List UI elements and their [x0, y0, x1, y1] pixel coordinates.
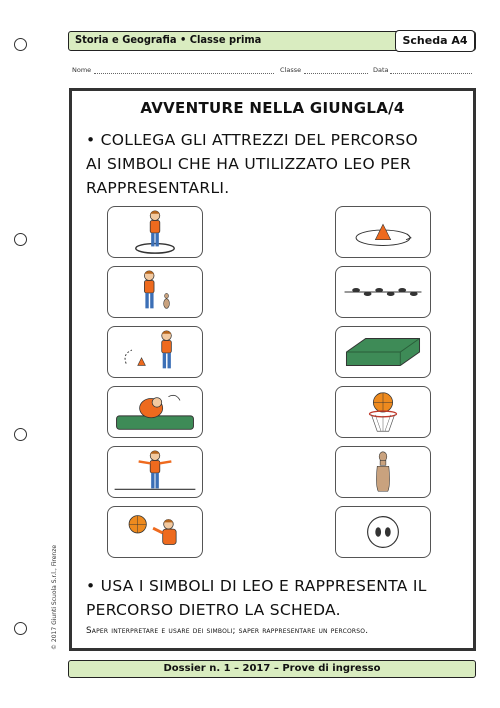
learning-goal: Saper interpretare e usare dei simboli; saper rappresentare un percorso. — [86, 626, 369, 636]
header-subject: Storia e Geografia • Classe prima — [75, 33, 262, 46]
left-card-5[interactable] — [107, 446, 203, 498]
boy-balancing-on-line-icon — [108, 447, 202, 497]
name-label: Nome — [72, 66, 92, 74]
instruction-2-line-1: • USA I SIMBOLI DI LEO E RAPPRESENTA IL — [86, 577, 427, 595]
sheet-tag: Scheda A4 — [395, 30, 475, 52]
footer-bar: Dossier n. 1 – 2017 – Prove di ingresso — [68, 660, 476, 678]
date-line[interactable] — [390, 73, 472, 74]
binder-hole-1 — [14, 38, 27, 51]
left-card-2[interactable] — [107, 266, 203, 318]
student-fields — [72, 66, 472, 78]
mat-icon — [336, 327, 430, 377]
left-card-1[interactable] — [107, 206, 203, 258]
footprints-line-icon — [336, 267, 430, 317]
copyright: © 2017 Giunti Scuola S.r.l., Firenze — [51, 544, 58, 650]
boy-with-skittle-icon — [108, 267, 202, 317]
boy-throwing-ball-icon — [108, 507, 202, 557]
instruction-1-line-3: RAPPRESENTARLI. — [86, 179, 230, 197]
instruction-1-line-1: • COLLEGA GLI ATTREZZI DEL PERCORSO — [86, 131, 418, 149]
binder-hole-4 — [14, 622, 27, 635]
class-line[interactable] — [304, 73, 368, 74]
binder-hole-2 — [14, 233, 27, 246]
date-label: Data — [373, 66, 389, 74]
binder-hole-3 — [14, 428, 27, 441]
exercise-title: AVVENTURE NELLA GIUNGLA/4 — [140, 99, 405, 117]
right-card-3[interactable] — [335, 326, 431, 378]
boy-around-cone-icon — [108, 327, 202, 377]
boy-in-hoop-icon — [108, 207, 202, 257]
right-card-1[interactable] — [335, 206, 431, 258]
footprints-circle-icon — [336, 507, 430, 557]
instruction-1 — [86, 128, 418, 200]
class-label: Classe — [280, 66, 302, 74]
instruction-2-line-2: PERCORSO DIETRO LA SCHEDA. — [86, 601, 341, 619]
right-card-2[interactable] — [335, 266, 431, 318]
right-card-6[interactable] — [335, 506, 431, 558]
skittle-icon — [336, 447, 430, 497]
instruction-1-line-2: AI SIMBOLI CHE HA UTILIZZATO LEO PER — [86, 155, 412, 173]
right-card-5[interactable] — [335, 446, 431, 498]
boy-rolling-on-mat-icon — [108, 387, 202, 437]
left-card-6[interactable] — [107, 506, 203, 558]
left-card-3[interactable] — [107, 326, 203, 378]
right-card-4[interactable] — [335, 386, 431, 438]
left-card-4[interactable] — [107, 386, 203, 438]
name-line[interactable] — [94, 73, 274, 74]
basketball-hoop-icon — [336, 387, 430, 437]
exercise-box — [69, 88, 476, 651]
header-bar — [68, 31, 476, 51]
cone-with-circle-arrow-icon — [336, 207, 430, 257]
instruction-2 — [86, 574, 427, 622]
